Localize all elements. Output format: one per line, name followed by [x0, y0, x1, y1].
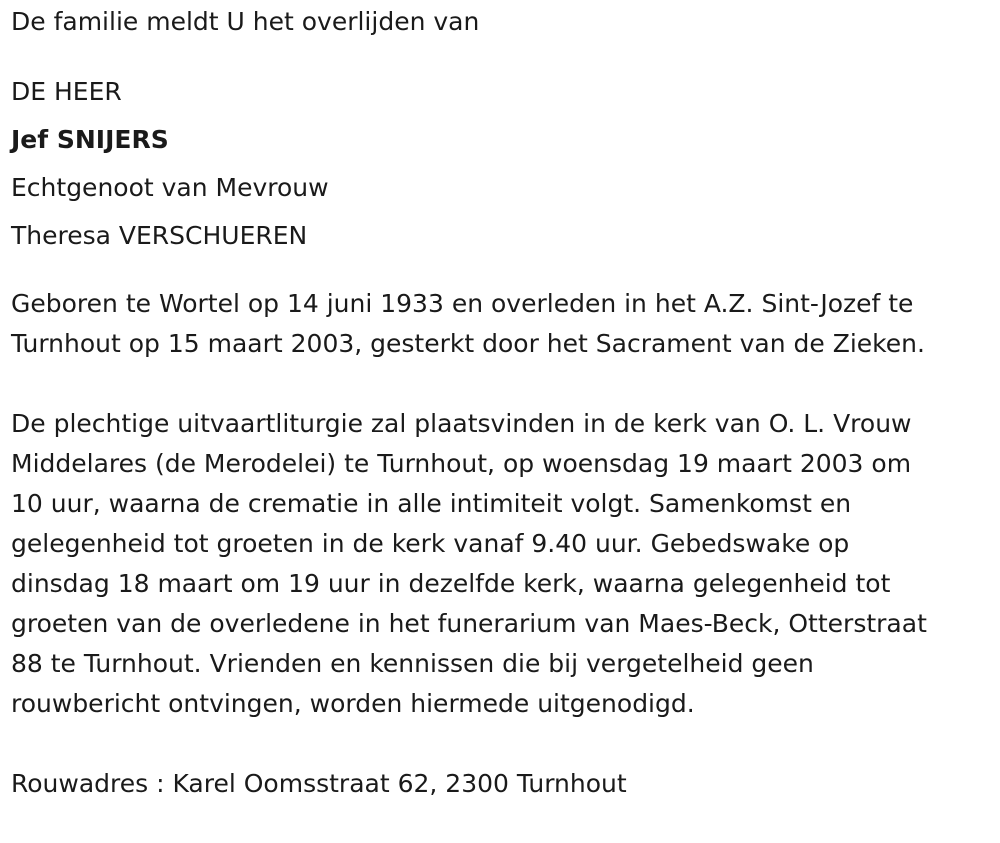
service-paragraph	[11, 404, 996, 724]
spouse-name: Theresa VERSCHUEREN	[11, 221, 308, 250]
service-line: gelegenheid tot groeten in de kerk vanaf 9.40 uur. Gebedswake op	[11, 529, 850, 558]
mourning-address: Rouwadres : Karel Oomsstraat 62, 2300 Turnhout	[11, 769, 627, 798]
birth-death-line: Geboren te Wortel op 14 juni 1933 en overleden in het A.Z. Sint-Jozef te	[11, 289, 914, 318]
birth-death-paragraph	[11, 284, 996, 364]
service-line: 10 uur, waarna de crematie in alle intimiteit volgt. Samenkomst en	[11, 489, 852, 518]
intro-text: De familie meldt U het overlijden van	[11, 7, 480, 36]
deceased-name: Jef SNIJERS	[11, 125, 169, 154]
service-line: groeten van de overledene in het funerarium van Maes-Beck, Otterstraat	[11, 609, 927, 638]
service-line: dinsdag 18 maart om 19 uur in dezelfde kerk, waarna gelegenheid tot	[11, 569, 891, 598]
spouse-label: Echtgenoot van Mevrouw	[11, 173, 329, 202]
deceased-block	[11, 68, 1000, 260]
service-line: Middelares (de Merodelei) te Turnhout, op woensdag 19 maart 2003 om	[11, 449, 912, 478]
service-line: De plechtige uitvaartliturgie zal plaatsvinden in de kerk van O. L. Vrouw	[11, 409, 912, 438]
deceased-title: DE HEER	[11, 77, 122, 106]
birth-death-line: Turnhout op 15 maart 2003, gesterkt door het Sacrament van de Zieken.	[11, 329, 925, 358]
service-line: rouwbericht ontvingen, worden hiermede uitgenodigd.	[11, 689, 695, 718]
service-line: 88 te Turnhout. Vrienden en kennissen die bij vergetelheid geen	[11, 649, 814, 678]
